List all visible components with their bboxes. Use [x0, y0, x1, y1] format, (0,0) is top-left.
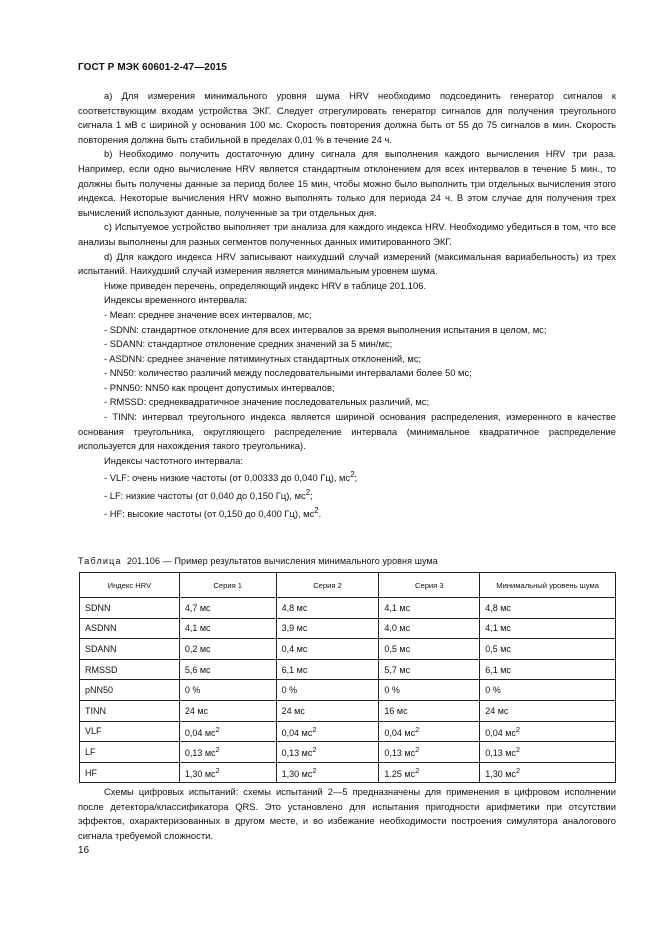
list-item	[78, 468, 616, 486]
table-cell	[179, 618, 276, 639]
table-row-label	[80, 598, 180, 619]
table-cell	[379, 618, 480, 639]
superscript: 2	[415, 766, 420, 776]
list-item: - SDNN: стандартное отклонение для всех интервалов за время выполнения испытания в целом, мс;	[104, 323, 547, 335]
cell-value: pNN50	[85, 685, 114, 696]
table-cell	[276, 659, 379, 680]
column-header: Серия 1	[179, 573, 276, 598]
cell-value: 6,1 мс	[281, 664, 308, 675]
table-cell	[276, 762, 379, 783]
table-row-label	[80, 680, 180, 701]
cell-value: 3,9 мс	[281, 623, 308, 634]
superscript: 2	[215, 724, 220, 734]
table-header-row	[80, 573, 616, 598]
superscript: 2	[515, 724, 521, 734]
superscript: 2	[215, 745, 220, 755]
cell-value: 0 %	[184, 685, 201, 696]
cell-value: 1.25 мс	[384, 769, 416, 780]
cell-value: SDNN	[85, 602, 111, 613]
table-row	[80, 598, 616, 619]
list-item: - ASDNN: среднее значение пятиминутных стандартных отклонений, мс;	[104, 352, 422, 364]
table-cell	[480, 618, 616, 639]
table-row-label	[80, 639, 180, 660]
table-cell	[480, 639, 616, 660]
table-cell	[179, 598, 276, 619]
superscript: 2	[312, 745, 317, 755]
table-caption	[78, 556, 438, 566]
cell-value: 1,30 мс	[485, 769, 516, 780]
table-row	[80, 700, 616, 721]
time-indices-heading: Индексы временного интервала:	[104, 294, 247, 306]
cell-value: 0 %	[384, 685, 400, 696]
cell-value: 0 %	[485, 685, 501, 696]
table-row-label	[80, 762, 180, 783]
superscript: 2	[350, 470, 355, 480]
table-row	[80, 742, 616, 763]
cell-value: 24 мс	[485, 705, 509, 716]
cell-value: TINN	[85, 705, 106, 716]
table-row	[80, 659, 616, 680]
cell-value: 0,04 мс	[384, 727, 416, 738]
list-item: - RMSSD: среднеквадратичное значение последовательных различий, мс;	[104, 396, 430, 408]
cell-value: 1,30 мс	[281, 769, 313, 780]
table-caption-label: Таблица	[78, 556, 122, 566]
table-cell	[179, 680, 276, 701]
table-cell	[276, 721, 379, 742]
superscript: 2	[415, 745, 420, 755]
cell-value: 0,5 мс	[485, 643, 511, 654]
superscript: 2	[515, 745, 521, 755]
cell-value: HF	[85, 767, 97, 778]
table-row	[80, 680, 616, 701]
table-row-label	[80, 721, 180, 742]
results-table	[79, 572, 616, 783]
table-cell	[379, 700, 480, 721]
cell-value: 0,4 мс	[281, 643, 308, 654]
table-row	[80, 639, 616, 660]
list-item: - NN50: количество различий между последовательными интервалами более 50 мс;	[104, 367, 472, 379]
table-cell	[276, 700, 379, 721]
table-row-label	[80, 700, 180, 721]
cell-value: 1,30 мс	[184, 769, 216, 780]
cell-value: 24 мс	[184, 705, 209, 716]
table-cell	[179, 721, 276, 742]
cell-value: 5,6 мс	[184, 664, 211, 675]
cell-value: 4,7 мс	[184, 602, 211, 613]
list-item-end: ;	[354, 472, 358, 484]
cell-value: 0,13 мс	[184, 748, 216, 759]
table-cell	[179, 762, 276, 783]
list-item-text: - VLF: очень низкие частоты (от 0,00333 до 0,040 Гц), мс	[104, 472, 351, 484]
table-row	[80, 618, 616, 639]
cell-value: LF	[85, 746, 96, 757]
table-row-label	[80, 742, 180, 763]
table-cell	[276, 680, 379, 701]
table-cell	[179, 639, 276, 660]
list-item: - TINN: интервал треугольного индекса является шириной основания распределения, измеренного в качестве основания треугольника, округляющего распределение интервала (минимальное квадратичное распределение используется для нахождения такого треугольника).	[78, 411, 616, 452]
cell-value: 0,04 мс	[281, 727, 313, 738]
cell-value: 0,2 мс	[184, 643, 211, 654]
paragraph-d: d) Для каждого индекса HRV записывают наихудший случай измерений (максимальная вариабельность) из трех испытаний. Наихудший случай измерения является минимальным уровнем шума.	[78, 250, 616, 277]
cell-value: 6,1 мс	[485, 664, 511, 675]
cell-value: 0,04 мс	[184, 727, 216, 738]
superscript: 2	[312, 724, 317, 734]
table-cell	[379, 639, 480, 660]
closing-text	[78, 785, 616, 843]
list-item-end: .	[318, 508, 322, 519]
table-cell	[179, 659, 276, 680]
cell-value: 4,1 мс	[384, 602, 411, 613]
list-item-end: ;	[310, 490, 313, 502]
table-caption-text: 201.106 — Пример результатов вычисления минимального уровня шума	[126, 556, 438, 566]
cell-value: 0 %	[281, 685, 298, 696]
time-indices-list	[78, 308, 616, 454]
cell-value: 0,04 мс	[485, 727, 516, 738]
table-cell	[276, 618, 379, 639]
table-cell	[179, 742, 276, 763]
column-header: Серия 2	[276, 573, 379, 598]
table-cell	[379, 598, 480, 619]
superscript: 2	[215, 766, 220, 776]
table-body	[80, 598, 616, 783]
column-header: Минимальный уровень шума	[480, 573, 616, 598]
cell-value: 4,8 мс	[281, 602, 308, 613]
cell-value: 24 мс	[281, 705, 305, 716]
cell-value: 4,1 мс	[485, 623, 511, 634]
superscript: 2	[305, 488, 311, 498]
list-item: - PNN50: NN50 как процент допустимых интервалов;	[104, 381, 335, 393]
superscript: 2	[415, 724, 420, 734]
list-item	[78, 486, 616, 504]
list-item	[78, 504, 616, 522]
list-item-text: - LF: низкие частоты (от 0,040 до 0,150 Гц), мс	[104, 490, 306, 502]
table-row	[80, 721, 616, 742]
paragraph-b: b) Необходимо получить достаточную длину сигнала для выполнения каждого вычисления HRV три раза. Например, если одно вычисление HRV является стандартным отклонением для всех интервалов в течение 5 мин., то должны быть получены данные за период более 15 мин, чтобы можно было выполнить три отдельных вычисления этого индекса. Некоторые вычисления HRV можно выполнять только для периода 24 ч. В этом случае для получения трех вычислений используют данные, полученные за три отдельных дня.	[78, 148, 616, 218]
cell-value: 0,13 мс	[485, 748, 516, 759]
superscript: 2	[312, 766, 317, 776]
column-header: Серия 3	[379, 573, 480, 598]
table-row	[80, 762, 616, 783]
table-cell	[480, 742, 616, 763]
cell-value: 0,13 мс	[384, 748, 416, 759]
table-cell	[480, 700, 616, 721]
superscript: 2	[314, 505, 319, 515]
table-row-label	[80, 618, 180, 639]
table-cell	[379, 659, 480, 680]
paragraph-c: с) Испытуемое устройство выполняет три анализа для каждого индекса HRV. Необходимо убедиться в том, что все анализы выполнены для разных сегментов полученных данных имитированного ЭКГ.	[78, 221, 616, 247]
superscript: 2	[515, 766, 521, 776]
table-cell	[276, 742, 379, 763]
cell-value: 0,13 мс	[281, 748, 313, 759]
cell-value: 4,1 мс	[184, 623, 211, 634]
table-cell	[480, 680, 616, 701]
table-cell	[379, 742, 480, 763]
list-item: - SDANN: стандартное отклонение средних значений за 5 мин/мс;	[104, 338, 393, 350]
page-number: 16	[78, 845, 90, 856]
list-item: - Mean: среднее значение всех интервалов, мс;	[104, 308, 312, 320]
table-cell	[276, 598, 379, 619]
table-cell	[480, 659, 616, 680]
cell-value: VLF	[85, 726, 102, 737]
cell-value: 4,0 мс	[384, 623, 411, 634]
list-item-text: - HF: высокие частоты (от 0,150 до 0,400 Гц), мс	[104, 508, 315, 519]
cell-value: 16 мс	[384, 705, 408, 716]
table-row-label	[80, 659, 180, 680]
paragraph-a: а) Для измерения минимального уровня шума HRV необходимо подсоединить генератор сигналов к соответствующим входам устройства ЭКГ. Следует отрегулировать генератор сигналов для получения треугольного сигнала 1 мВ с шириной у основания 100 мс. Скорость повторения должна быть от 55 до 75 сигналов в мин. Скорость повторения должна быть стабильной в пределах 0,01 % в течение 24 ч.	[78, 90, 616, 145]
table-cell	[480, 762, 616, 783]
document-header: ГОСТ Р МЭК 60601-2-47—2015	[78, 62, 227, 73]
cell-value: 0,5 мс	[384, 643, 411, 654]
table-cell	[379, 680, 480, 701]
cell-value: 4,8 мс	[485, 602, 511, 613]
cell-value: RMSSD	[85, 664, 118, 675]
column-header: Индекс HRV	[80, 573, 180, 598]
table-cell	[276, 639, 379, 660]
freq-indices-list	[78, 468, 616, 521]
list-intro: Ниже приведен перечень, определяющий индекс HRV в таблице 201.106.	[104, 279, 427, 291]
table-cell	[179, 700, 276, 721]
freq-indices-heading: Индексы частотного интервала:	[104, 454, 243, 466]
table-cell	[379, 721, 480, 742]
cell-value: 5,7 мс	[384, 664, 411, 675]
table-cell	[480, 721, 616, 742]
closing-paragraph: Схемы цифровых испытаний: схемы испытаний 2—5 предназначены для применения в цифровом исполнении после детектора/классификатора QRS. Это установлено для испытания пригодности арифметики при отсутствии эффектов, охарактеризованных в другом месте, и во избежание необходимости построения симулятора аналогового сигнала требуемой сложности.	[78, 786, 616, 841]
cell-value: ASDNN	[85, 623, 117, 634]
body-text	[78, 89, 616, 522]
table-cell	[480, 598, 616, 619]
cell-value: SDANN	[85, 643, 117, 654]
table-cell	[379, 762, 480, 783]
